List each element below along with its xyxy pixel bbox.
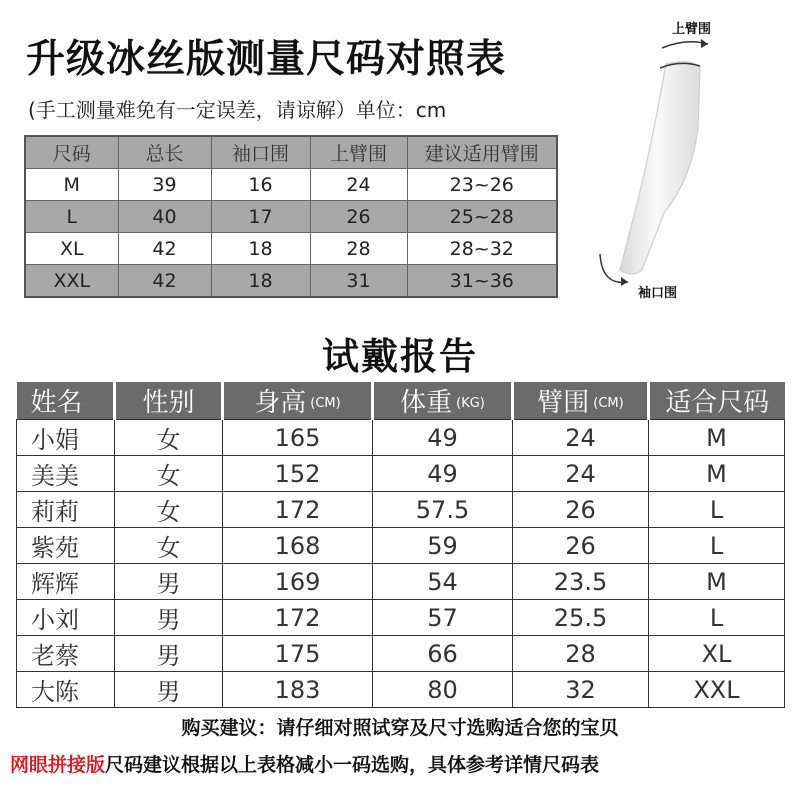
upper-arm-cell: 26 bbox=[310, 201, 407, 233]
cuff-cell: 16 bbox=[211, 169, 310, 201]
name-cell: 莉莉 bbox=[17, 492, 115, 528]
weight-cell: 59 bbox=[373, 528, 513, 564]
header-label: 性别 bbox=[142, 388, 195, 418]
size-header-size: 尺码 bbox=[25, 136, 118, 169]
table-row bbox=[17, 564, 785, 600]
weight-cell: 66 bbox=[373, 636, 513, 672]
arm-sleeve-diagram bbox=[580, 8, 720, 308]
height-cell: 175 bbox=[223, 636, 373, 672]
arm-cell: 26 bbox=[513, 492, 649, 528]
size-header-upper-arm: 上臂围 bbox=[310, 136, 407, 169]
table-row bbox=[17, 456, 785, 492]
recommended-cell: 28~32 bbox=[407, 233, 557, 265]
table-row bbox=[25, 169, 557, 201]
size-table-header-row bbox=[25, 136, 557, 169]
purchase-advice: 购买建议：请仔细对照试穿及尺寸选购适合您的宝贝 bbox=[181, 717, 619, 739]
table-row bbox=[17, 600, 785, 636]
size-cell: M bbox=[25, 169, 118, 201]
height-cell: 169 bbox=[223, 564, 373, 600]
gender-cell: 男 bbox=[115, 636, 223, 672]
report-header-name bbox=[17, 382, 115, 420]
gender-cell: 女 bbox=[115, 420, 223, 456]
arm-cell: 24 bbox=[513, 456, 649, 492]
size-header-cuff: 袖口围 bbox=[211, 136, 310, 169]
arm-cell: 24 bbox=[513, 420, 649, 456]
cuff-cell: 17 bbox=[211, 201, 310, 233]
name-cell: 小刘 bbox=[17, 600, 115, 636]
upper-arm-cell: 31 bbox=[310, 265, 407, 298]
page-title: 升级冰丝版测量尺码对照表 bbox=[26, 37, 507, 82]
header-unit: (CM) bbox=[310, 396, 341, 411]
report-header-arm bbox=[513, 382, 649, 420]
report-header-weight bbox=[373, 382, 513, 420]
table-row bbox=[25, 201, 557, 233]
measurement-note: (手工测量难免有一定误差，请谅解）单位：cm bbox=[28, 98, 447, 122]
recommended-cell: 23~26 bbox=[407, 169, 557, 201]
report-header-fit-size bbox=[649, 382, 785, 420]
name-cell: 美美 bbox=[17, 456, 115, 492]
mesh-version-highlight: 网眼拼接版 bbox=[10, 754, 106, 776]
gender-cell: 男 bbox=[115, 564, 223, 600]
height-cell: 172 bbox=[223, 600, 373, 636]
header-label: 身高 bbox=[254, 388, 307, 418]
cuff-cell: 18 bbox=[211, 265, 310, 298]
report-header-gender bbox=[115, 382, 223, 420]
header-unit: (CM) bbox=[593, 396, 624, 411]
mesh-version-note bbox=[10, 750, 599, 777]
fit-size-cell: M bbox=[649, 420, 785, 456]
arm-cell: 25.5 bbox=[513, 600, 649, 636]
header-label: 姓名 bbox=[30, 388, 83, 418]
size-cell: XXL bbox=[25, 265, 118, 298]
name-cell: 老蔡 bbox=[17, 636, 115, 672]
height-cell: 168 bbox=[223, 528, 373, 564]
upper-arm-cell: 28 bbox=[310, 233, 407, 265]
height-cell: 165 bbox=[223, 420, 373, 456]
cuff-cell: 18 bbox=[211, 233, 310, 265]
name-cell: 大陈 bbox=[17, 672, 115, 708]
size-chart-table bbox=[24, 135, 558, 298]
mesh-version-text: 尺码建议根据以上表格减小一码选购，具体参考详情尺码表 bbox=[105, 754, 600, 776]
fit-size-cell: M bbox=[649, 456, 785, 492]
length-cell: 42 bbox=[118, 233, 211, 265]
size-header-recommended: 建议适用臂围 bbox=[407, 136, 557, 169]
fit-size-cell: L bbox=[649, 600, 785, 636]
weight-cell: 54 bbox=[373, 564, 513, 600]
arm-cell: 23.5 bbox=[513, 564, 649, 600]
fit-size-cell: L bbox=[649, 528, 785, 564]
cuff-label: 袖口围 bbox=[638, 286, 678, 301]
name-cell: 辉辉 bbox=[17, 564, 115, 600]
table-row bbox=[17, 672, 785, 708]
table-row bbox=[17, 420, 785, 456]
name-cell: 小娟 bbox=[17, 420, 115, 456]
length-cell: 40 bbox=[118, 201, 211, 233]
upper-arm-label: 上臂围 bbox=[672, 22, 712, 37]
fit-size-cell: L bbox=[649, 492, 785, 528]
recommended-cell: 31~36 bbox=[407, 265, 557, 298]
header-label: 体重 bbox=[400, 388, 453, 418]
recommended-cell: 25~28 bbox=[407, 201, 557, 233]
size-header-length: 总长 bbox=[118, 136, 211, 169]
gender-cell: 女 bbox=[115, 492, 223, 528]
report-title: 试戴报告 bbox=[322, 335, 478, 378]
weight-cell: 80 bbox=[373, 672, 513, 708]
fit-size-cell: M bbox=[649, 564, 785, 600]
fit-size-cell: XL bbox=[649, 636, 785, 672]
weight-cell: 49 bbox=[373, 420, 513, 456]
name-cell: 紫苑 bbox=[17, 528, 115, 564]
height-cell: 183 bbox=[223, 672, 373, 708]
table-row bbox=[17, 636, 785, 672]
gender-cell: 女 bbox=[115, 528, 223, 564]
table-row bbox=[25, 233, 557, 265]
arm-cell: 26 bbox=[513, 528, 649, 564]
table-row bbox=[17, 528, 785, 564]
arm-sleeve-icon bbox=[580, 8, 720, 308]
upper-arm-cell: 24 bbox=[310, 169, 407, 201]
report-header-row bbox=[17, 382, 785, 420]
fit-size-cell: XXL bbox=[649, 672, 785, 708]
gender-cell: 女 bbox=[115, 456, 223, 492]
arm-cell: 32 bbox=[513, 672, 649, 708]
arm-cell: 28 bbox=[513, 636, 649, 672]
report-header-height bbox=[223, 382, 373, 420]
header-label: 适合尺码 bbox=[665, 388, 770, 418]
table-row bbox=[25, 265, 557, 298]
height-cell: 172 bbox=[223, 492, 373, 528]
header-unit: (KG) bbox=[456, 396, 485, 411]
fit-report-table bbox=[16, 382, 785, 708]
height-cell: 152 bbox=[223, 456, 373, 492]
gender-cell: 男 bbox=[115, 672, 223, 708]
length-cell: 42 bbox=[118, 265, 211, 298]
size-cell: L bbox=[25, 201, 118, 233]
weight-cell: 49 bbox=[373, 456, 513, 492]
weight-cell: 57.5 bbox=[373, 492, 513, 528]
gender-cell: 男 bbox=[115, 600, 223, 636]
weight-cell: 57 bbox=[373, 600, 513, 636]
length-cell: 39 bbox=[118, 169, 211, 201]
header-label: 臂围 bbox=[537, 388, 590, 418]
table-row bbox=[17, 492, 785, 528]
size-cell: XL bbox=[25, 233, 118, 265]
